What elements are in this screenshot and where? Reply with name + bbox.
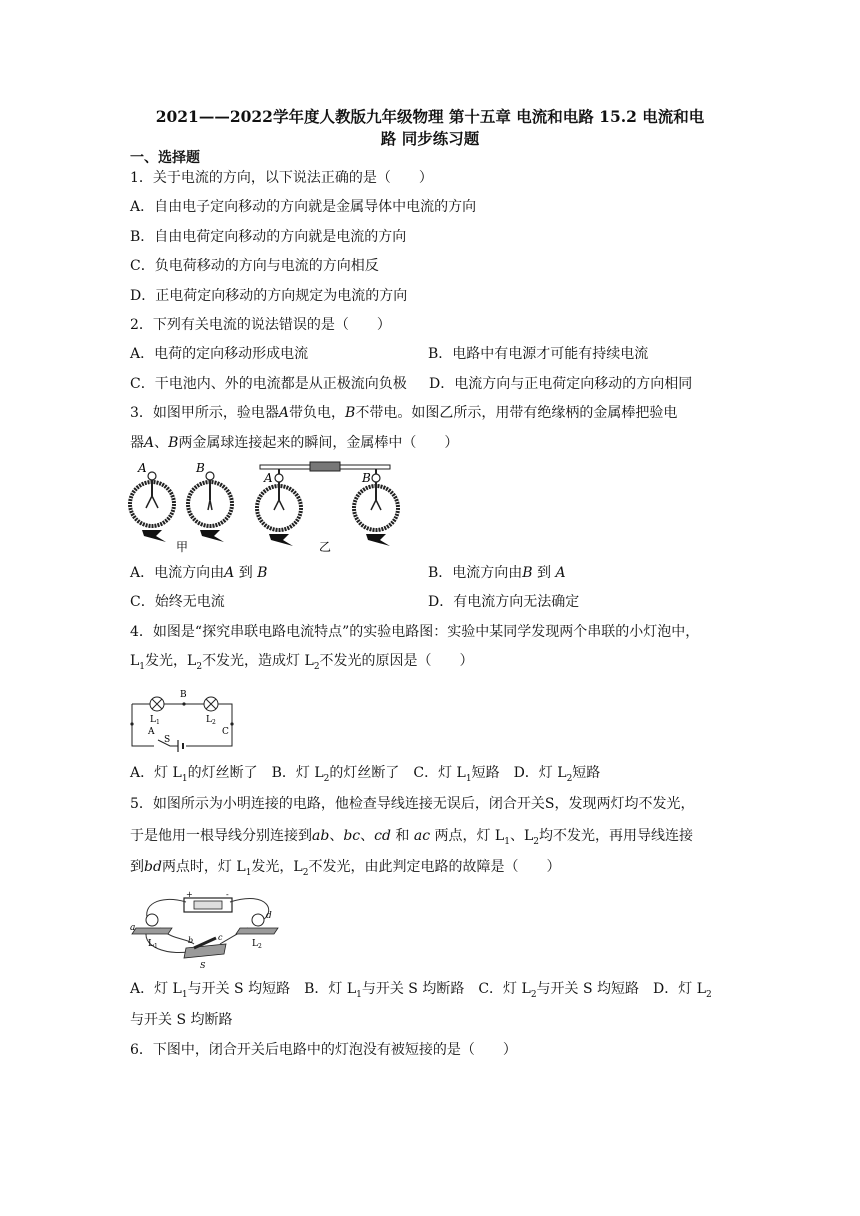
q3-stem-line-1: 3．如图甲所示，验电器A带负电，B不带电。如图乙所示，用带有绝缘柄的金属棒把验电 [130, 405, 678, 421]
q5-options-line-2: 与开关 S 均断路 [130, 1012, 233, 1028]
q2-option-c: C．干电池内、外的电流都是从正极流向负极 [130, 376, 407, 392]
svg-text:A: A [264, 471, 273, 485]
q1-option-b: B．自由电荷定向移动的方向就是电流的方向 [130, 229, 407, 245]
q4-series-circuit-figure [128, 682, 238, 752]
q1-option-d: D．正电荷定向移动的方向规定为电流的方向 [130, 288, 408, 304]
page-title [118, 106, 742, 150]
q6-stem: 6．下图中，闭合开关后电路中的灯泡没有被短接的是（ ） [130, 1042, 517, 1058]
q4-fig-label-l1: $L_1$ [150, 715, 160, 726]
q5-circuit-figure [128, 888, 288, 970]
q5-fig-label-b: b [188, 936, 194, 945]
title-line-2: 路 同步练习题 [380, 129, 480, 148]
q1-option-a: A．自由电子定向移动的方向就是金属导体中电流的方向 [130, 199, 477, 215]
svg-text:B: B [362, 471, 371, 485]
svg-text:A: A [138, 461, 147, 475]
fig-label-yi: 乙 [319, 540, 332, 554]
q5-stem-line-3: 到bd两点时，灯 $L_1$发光，$L_2$不发光，由此判定电路的故障是（ ） [130, 859, 561, 878]
electroscope-a-jia [130, 461, 174, 542]
q5-fig-label-s: S [200, 961, 206, 970]
electroscope-a-yi [257, 469, 301, 546]
q1-option-c: C．负电荷移动的方向与电流的方向相反 [130, 258, 379, 274]
q3-option-d: D．有电流方向无法确定 [428, 594, 580, 610]
q4-fig-label-l2: $L_2$ [206, 715, 216, 726]
fig-label-jia: 甲 [176, 540, 189, 554]
q2-option-d: D．电流方向与正电荷定向移动的方向相同 [429, 376, 693, 392]
q5-fig-label-l2: $L_2$ [252, 939, 262, 950]
q2-option-a: A．电荷的定向移动形成电流 [130, 346, 309, 362]
q3-stem-line-2: 器A、B两金属球连接起来的瞬间，金属棒中（ ） [130, 435, 459, 451]
q5-fig-plus: + [186, 890, 193, 899]
q5-fig-label-a: a [130, 923, 136, 933]
section-heading: 一、选择题 [130, 150, 200, 166]
svg-text:B: B [196, 461, 205, 475]
q3-option-b: B．电流方向由B 到 A [428, 565, 566, 581]
electroscope-b-jia [188, 461, 232, 542]
q5-options-line-1: A．灯 $L_1$与开关 S 均短路 B．灯 $L_1$与开关 S 均断路 C．灯 $L_2$与开关 S 均短路 D．灯 $L_2$ [130, 981, 712, 1000]
q4-fig-label-a: A [148, 727, 155, 737]
electroscope-b-yi [354, 469, 398, 546]
q5-fig-label-c: c [218, 933, 223, 942]
title-line-1: 2021——2022学年度人教版九年级物理 第十五章 电流和电路 15.2 电流和电 [155, 107, 705, 126]
q5-stem-line-2: 于是他用一根导线分别连接到ab、bc、cd 和 ac 两点，灯 $L_1$、$L_2$均不发光，再用导线连接 [130, 828, 693, 847]
q2-option-b: B．电路中有电源才可能有持续电流 [428, 346, 649, 362]
q2-stem: 2．下列有关电流的说法错误的是（ ） [130, 317, 391, 333]
q4-stem-line-1: 4．如图是“探究串联电路电流特点”的实验电路图：实验中某同学发现两个串联的小灯泡中， [130, 624, 700, 640]
q4-fig-label-b: B [180, 690, 187, 700]
q4-stem-line-2: $L_1$发光，$L_2$不发光，造成灯 $L_2$不发光的原因是（ ） [130, 653, 474, 672]
q1-stem: 1．关于电流的方向，以下说法正确的是（ ） [130, 170, 433, 186]
q3-option-c: C．始终无电流 [130, 594, 225, 610]
q5-fig-label-d: d [266, 911, 272, 921]
q5-fig-label-l1: $L_1$ [148, 939, 158, 950]
q3-option-a: A．电流方向由A 到 B [130, 565, 268, 581]
q4-options: A．灯 $L_1$的灯丝断了 B．灯 $L_2$的灯丝断了 C．灯 $L_1$短路 D．灯 $L_2$短路 [130, 765, 601, 784]
q5-stem-line-1: 5．如图所示为小明连接的电路，他检查导线连接无误后，闭合开关S，发现两灯均不发光， [130, 796, 695, 812]
q5-fig-minus: - [226, 890, 229, 899]
q4-fig-label-c: C [222, 727, 229, 737]
q4-fig-label-s: S [164, 735, 171, 745]
q3-electroscope-figure [124, 458, 424, 558]
